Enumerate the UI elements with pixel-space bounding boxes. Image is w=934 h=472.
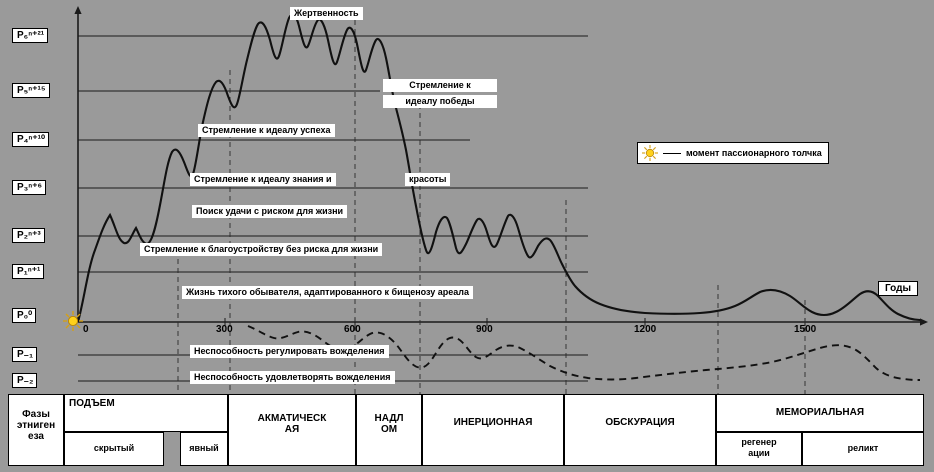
legend-label: момент пассионарного толчка (686, 148, 822, 158)
phase-cell-akmaticheskaya (228, 394, 356, 466)
subphase-cell-yavnyj (180, 432, 228, 466)
phase-cell-inercionnaya (422, 394, 564, 466)
subphase-cell-skrytyj (64, 432, 164, 466)
annotation-beauty: красоты (405, 173, 450, 186)
sun-icon-origin (63, 311, 83, 331)
y-label-p6: Р₆ⁿ⁺²¹ (12, 28, 48, 43)
y-label-p5: Р₅ⁿ⁺¹⁵ (12, 83, 50, 98)
phase-label-akmaticheskaya-line1: АКМАТИЧЕСК (257, 413, 327, 424)
annotation-victory-ideal-line1: Стремление к (383, 79, 497, 92)
phase-cell-memorialnaya (716, 394, 924, 432)
pasionarnost-curve (78, 15, 920, 322)
x-tick-300: 300 (216, 324, 233, 335)
table-header-line3: еза (28, 431, 44, 442)
annotation-knowledge-ideal: Стремление к идеалу знания и (190, 173, 336, 186)
subphase-label-regeneraciya-line2: ации (748, 448, 770, 458)
x-tick-1500: 1500 (794, 324, 817, 335)
subphase-cell-regeneraciya (716, 432, 802, 466)
table-header-line2: этниген (16, 420, 56, 431)
subphase-cell-relikt (802, 432, 924, 466)
phase-label-inercionnaya: ИНЕРЦИОННАЯ (453, 417, 533, 428)
phase-label-memorialnaya: МЕМОРИАЛЬНАЯ (775, 407, 865, 418)
subphase-label-skrytyj: скрытый (93, 443, 135, 453)
annotation-victory-ideal-line2: идеалу победы (383, 95, 497, 108)
y-label-p4: Р₄ⁿ⁺¹⁰ (12, 132, 49, 147)
y-axis-arrow (74, 6, 81, 14)
x-tick-900: 900 (476, 324, 493, 335)
annotation-luck-risk: Поиск удачи с риском для жизни (192, 205, 347, 218)
y-label-pm1: Р₋₁ (12, 347, 37, 362)
phase-label-akmaticheskaya-line2: АЯ (284, 424, 300, 435)
phase-label-nadlom-line1: НАДЛ (374, 413, 404, 424)
chart-legend (637, 142, 829, 164)
annotation-cannot-satisfy: Неспособность удовлетворять вожделения (190, 371, 395, 384)
phase-label-podyem: ПОДЪЕМ (69, 398, 115, 409)
phase-table (8, 394, 924, 466)
annotation-success-ideal: Стремление к идеалу успеха (198, 124, 335, 137)
phase-label-obskuraciya: ОБСКУРАЦИЯ (605, 417, 675, 428)
annotation-comfort-norisk: Стремление к благоустройству без риска для жизни (140, 243, 382, 256)
subphase-label-regeneraciya-line1: регенер (741, 437, 777, 447)
annotation-cannot-regulate: Неспособность регулировать вожделения (190, 345, 389, 358)
x-axis-arrow (920, 318, 928, 325)
legend-line-swatch (663, 153, 681, 154)
y-label-p2: Р₂ⁿ⁺³ (12, 228, 45, 243)
y-label-p3: Р₃ⁿ⁺⁶ (12, 180, 46, 195)
phase-cell-podyem (64, 394, 228, 432)
table-header-phases (8, 394, 64, 466)
x-axis-title: Годы (878, 281, 918, 296)
annotation-sacrifice: Жертвенность (290, 7, 363, 20)
subphase-label-yavnyj: явный (189, 443, 219, 453)
x-tick-600: 600 (344, 324, 361, 335)
table-header-line1: Фазы (22, 409, 50, 420)
x-tick-0: 0 (83, 324, 89, 335)
annotation-quiet-citizen: Жизнь тихого обывателя, адаптированного к бищенозу ареала (182, 286, 473, 299)
phase-cell-obskuraciya (564, 394, 716, 466)
y-label-p0: Р₀⁰ (12, 308, 36, 323)
phase-cell-nadlom (356, 394, 422, 466)
phase-label-nadlom-line2: ОМ (380, 424, 398, 435)
x-tick-1200: 1200 (634, 324, 657, 335)
y-label-pm2: Р₋₂ (12, 373, 37, 388)
y-label-p1: Р₁ⁿ⁺¹ (12, 264, 44, 279)
subphase-label-relikt: реликт (847, 443, 879, 453)
sun-icon-legend (642, 145, 658, 161)
